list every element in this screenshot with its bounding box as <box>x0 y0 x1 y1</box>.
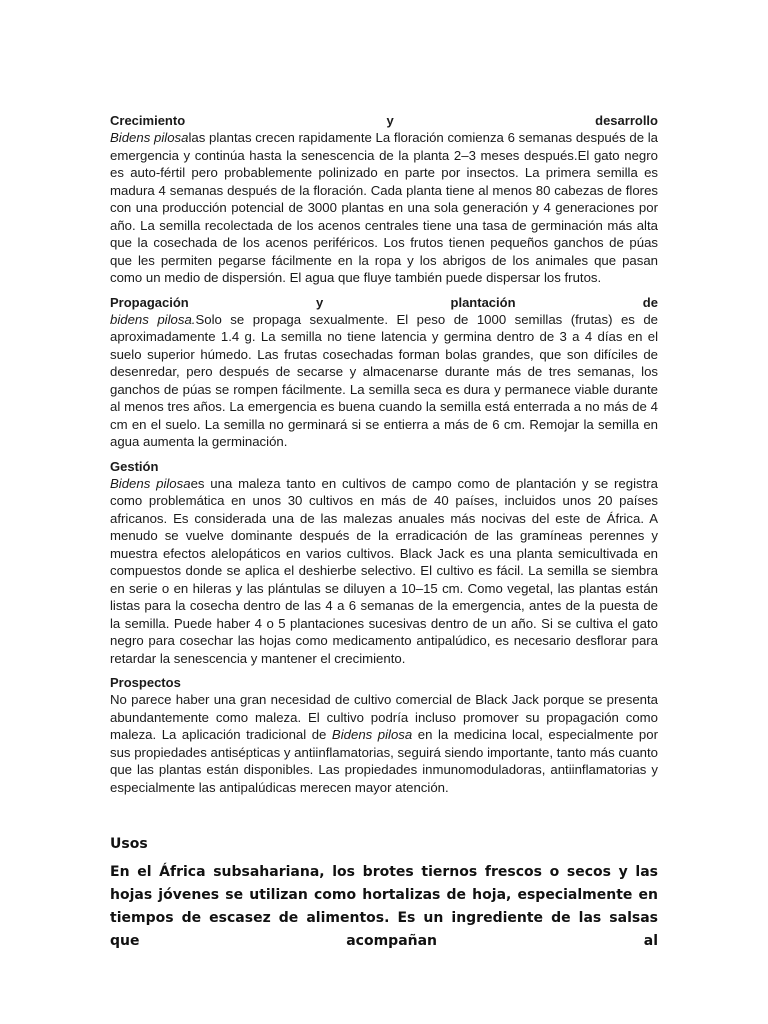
section-prospectos <box>110 674 658 796</box>
species-name: Bidens pilosa <box>110 475 191 491</box>
section-usos <box>110 835 658 953</box>
section-body: Bidens pilosaes una maleza tanto en cultivos de campo como de plantación y se registra como problemática en unos 30 cultivos en más de 40 países, incluidos unos 20 países africanos. Es considerada una de las malezas anuales más nocivas del este de África. A menudo se vuelve dominante después de la erradicación de las gramíneas perennes y muestra efectos alelopáticos en varios cultivos. Black Jack es una planta semicultivada en compuestos donde se aplica el deshierbe selectivo. El cultivo es fácil. La semilla se siembra en serie o en hileras y las plántulas se diluyen a 10–15 cm. Como vegetal, las plantas están listas para la cosecha dentro de las 4 a 6 semanas de la emergencia, antes de la puesta de la semilla. Puede haber 4 o 5 plantaciones sucesivas dentro de un año. Si se cultiva el gato negro para cosechar las hojas como medicamento antipalúdico, es necesario desflorar para retardar la senescencia y mantener el crecimiento. <box>110 475 658 666</box>
section-propagacion <box>110 294 658 451</box>
section-heading: Gestión <box>110 458 159 474</box>
document-content <box>110 112 658 803</box>
section-gestion <box>110 458 658 668</box>
section-body: Bidens pilosalas plantas crecen rapidamente La floración comienza 6 semanas después de la emergencia y continúa hasta la senescencia de la planta 2–3 meses después.El gato negro es auto-fértil pero probablemente polinizado en parte por insectos. La primera semilla es madura 4 semanas después de la floración. Cada planta tiene al menos 80 cabezas de flores con una producción potencial de 3000 plantas en una sola generación y 4 generaciones por año. La semilla recolectada de los acenos centrales tiene una tasa de germinación más alta que la cosechada de los acenos periféricos. Los frutos tienen pequeños ganchos de púas que les permiten pegarse fácilmente en la ropa y los abrigos de los animales que pasan como un medio de dispersión. El agua que fluye también puede dispersar los frutos. <box>110 130 658 285</box>
section-crecimiento <box>110 112 658 287</box>
section-heading: Crecimiento y desarrollo <box>110 113 658 128</box>
species-name: Bidens pilosa <box>110 130 189 145</box>
section-heading: Prospectos <box>110 675 181 690</box>
section-body: No parece haber una gran necesidad de cultivo comercial de Black Jack porque se presenta abundantemente como maleza. El cultivo podría incluso promover su propagación como maleza. La aplicación tradicional de Bidens pilosa en la medicina local, especialmente por sus propiedades antisépticas y antiinflamatorias, seguirá siendo importante, tanto más cuanto que las plantas están disponibles. Las propiedades inmunomoduladoras, antiinflamatorias y especialmente las antipalúdicas merecen mayor atención. <box>110 692 658 795</box>
species-name: bidens pilosa. <box>110 311 196 327</box>
section-body: En el África subsahariana, los brotes tiernos frescos o secos y las hojas jóvenes se utilizan como hortalizas de hoja, especialmente en tiempos de escasez de alimentos. Es un ingrediente de las salsas que acompañan al <box>110 864 658 949</box>
species-name: Bidens pilosa <box>331 727 413 742</box>
section-body: bidens pilosa.Solo se propaga sexualmente. El peso de 1000 semillas (frutas) es de aproximadamente 1.4 g. La semilla no tiene latencia y germina dentro de 3 a 4 días en el suelo superior húmedo. Las frutas cosechadas forman bolas grandes, que son difíciles de desenredar, pero después de secarse y almacenarse durante más de tres semanas, los ganchos de púas se rompen fácilmente. La semilla seca es dura y permanece viable durante al menos tres años. La emergencia es buena cuando la semilla está enterrada a no más de 4 cm en el suelo. La semilla no germinará si se entierra a más de 6 cm. Remojar la semilla en agua aumenta la germinación. <box>110 311 658 449</box>
section-heading: Propagación y plantación de <box>110 294 658 310</box>
section-heading: Usos <box>110 836 148 852</box>
